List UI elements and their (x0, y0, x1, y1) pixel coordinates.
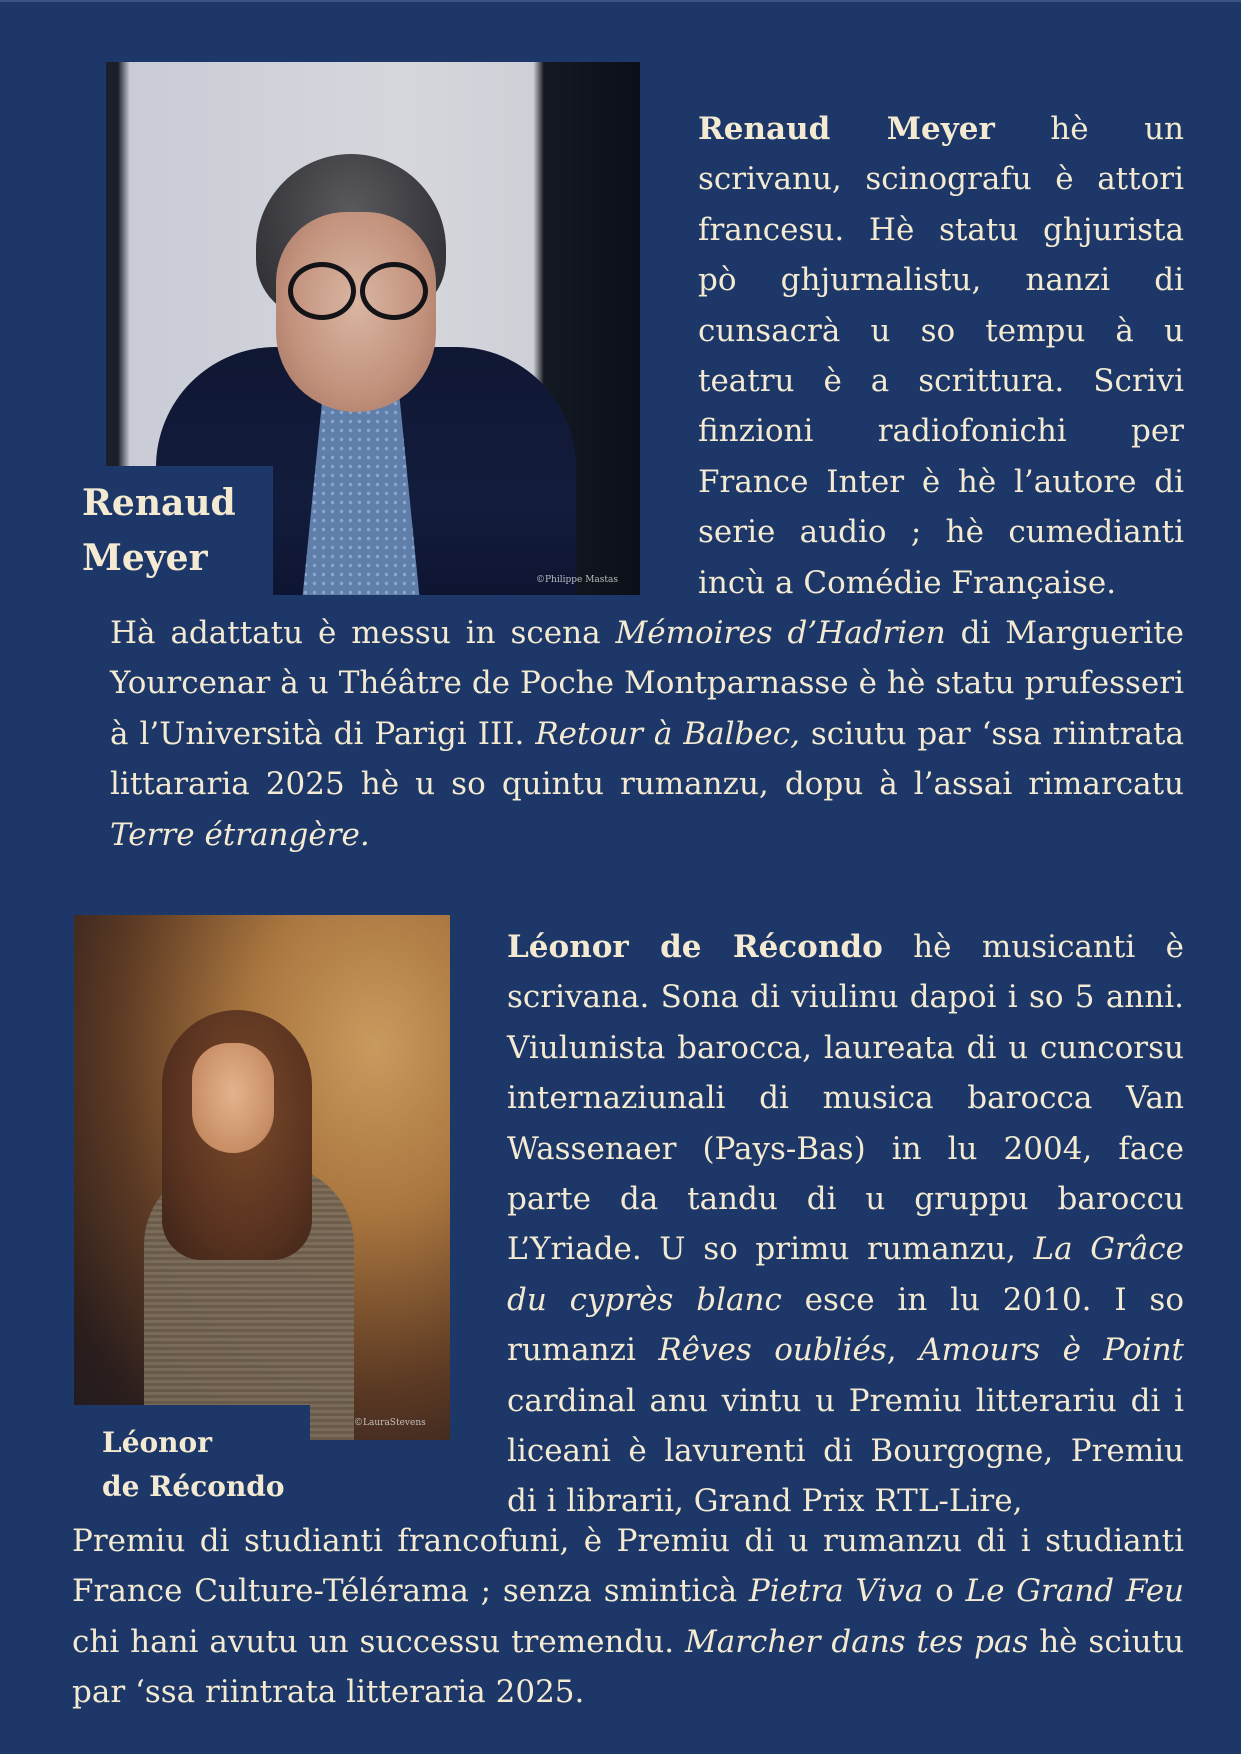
author-bio-paragraph (507, 922, 1184, 1527)
book-title: Retour à Balbec, (535, 715, 800, 752)
photo-credit: ©Philippe Mastas (536, 575, 618, 585)
bio-text: hè un scrivanu, scinografu è attori francesu. Hè statu ghjurista pò ghjurnalistu, nanzi di cunsacrà u so tempu à u teatru è a scrittura. Scrivi finzioni radiofonichi per France Inter è hè l’autore di serie audio ; hè cumedianti incù a Comédie Française. (698, 111, 1185, 601)
author-bio-paragraph (698, 104, 1184, 608)
bio-text: di Marguerite Yourcenar à u Théâtre de Poche Montparnasse è hè statu prufesseri à l’Università di Parigi III. (110, 615, 1185, 752)
photo-glasses-right (360, 262, 428, 320)
top-border (0, 0, 1241, 2)
author-name-line: Léonor (102, 1426, 212, 1459)
photo-credit: ©LauraStevens (354, 1418, 426, 1428)
bio-text: Hà adattatu è messu in scena (110, 615, 616, 651)
book-title: Mémoires d’Hadrien (615, 615, 946, 651)
author-name-caption (72, 466, 273, 595)
bio-text: chi hani avutu un successu tremendu. (72, 1623, 685, 1660)
author-name-line: de Récondo (102, 1470, 285, 1503)
book-title: Marcher dans tes pas (684, 1623, 1029, 1660)
author-name-bold: Renaud Meyer (698, 111, 995, 147)
bio-text: hè sciutu par ‘ssa riintrata litteraria 2025. (72, 1623, 1184, 1711)
author-name-bold: Léonor de Récondo (507, 929, 883, 965)
photo-glasses-left (288, 262, 356, 320)
book-title: Pietra Viva (748, 1573, 924, 1610)
author-name-caption (74, 1405, 310, 1505)
author-name-line: Renaud (82, 482, 236, 524)
photo-face-shape (192, 1043, 274, 1153)
bio-text: Premiu di studianti francofuni, è Premiu di u rumanzu di i studianti France Culture-Télérama ; senza sminticà (72, 1523, 1184, 1610)
bio-text: cardinal anu vintu u Premiu litterariu di i liceani è lavurenti di Bourgogne, Premiu di i librarii, Grand Prix RTL-Lire, (507, 1382, 1184, 1520)
book-title: Terre étrangère. (110, 816, 370, 853)
author-name-line: Meyer (82, 537, 208, 579)
author-bio-continued (110, 608, 1184, 860)
bio-text: esce in lu 2010. I so rumanzi (507, 1281, 1184, 1369)
author-bio-continued (72, 1516, 1184, 1718)
bio-text: , (886, 1332, 920, 1369)
book-title: Rêves oubliés (658, 1332, 887, 1369)
book-title: Amours è Point (919, 1332, 1185, 1369)
bio-text: hè musicanti è scrivana. Sona di viulinu dapoi i so 5 anni. Viulunista barocca, laureata di u cuncorsu internaziunali di musica barocca Van Wassenaer (Pays-Bas) in lu 2004, face parte da tandu di u gruppu baroccu L’Yriade. U so primu rumanzu, (507, 929, 1184, 1268)
book-title: La Grâce du cyprès blanc (507, 1231, 1184, 1318)
bio-text: sciutu par ‘ssa riintrata littararia 2025 hè u so quintu rumanzu, dopu à l’assai rimarcatu (110, 715, 1184, 803)
bio-text: o (923, 1573, 966, 1610)
leonor-de-recondo-photo (74, 915, 450, 1440)
book-title: Le Grand Feu (965, 1573, 1185, 1610)
